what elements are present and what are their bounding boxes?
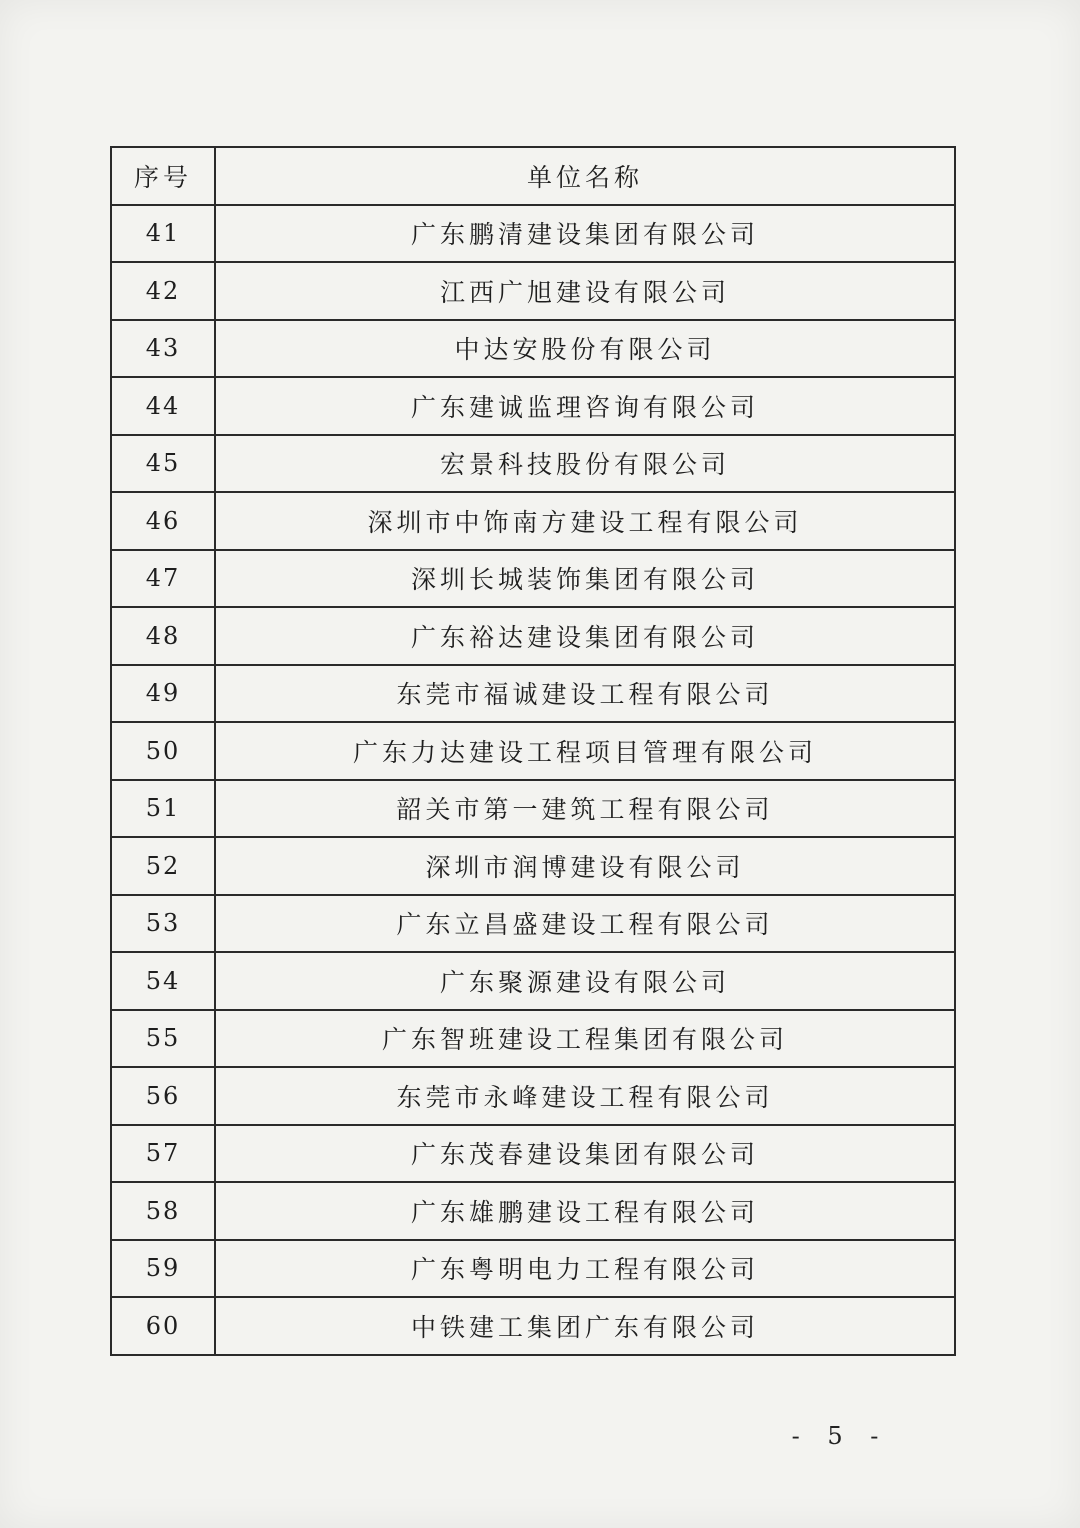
- table-row: [111, 1240, 955, 1298]
- company-name: 广东鹏清建设集团有限公司: [215, 205, 955, 263]
- company-name: 广东聚源建设有限公司: [215, 952, 955, 1010]
- table-row: [111, 1010, 955, 1068]
- table-row: [111, 492, 955, 550]
- company-name: 广东立昌盛建设工程有限公司: [215, 895, 955, 953]
- company-name: 江西广旭建设有限公司: [215, 262, 955, 320]
- company-name: 中铁建工集团广东有限公司: [215, 1297, 955, 1355]
- table-row: [111, 1067, 955, 1125]
- company-name: 广东雄鹏建设工程有限公司: [215, 1182, 955, 1240]
- row-number: 45: [111, 435, 215, 493]
- company-list-table: [110, 146, 956, 1356]
- row-number: 50: [111, 722, 215, 780]
- row-number: 42: [111, 262, 215, 320]
- row-number: 48: [111, 607, 215, 665]
- company-name: 广东智班建设工程集团有限公司: [215, 1010, 955, 1068]
- row-number: 60: [111, 1297, 215, 1355]
- table-row: [111, 1125, 955, 1183]
- row-number: 55: [111, 1010, 215, 1068]
- company-name: 广东茂春建设集团有限公司: [215, 1125, 955, 1183]
- row-number: 56: [111, 1067, 215, 1125]
- company-name: 东莞市永峰建设工程有限公司: [215, 1067, 955, 1125]
- table-row: [111, 952, 955, 1010]
- table-row: [111, 320, 955, 378]
- table-row: [111, 1182, 955, 1240]
- company-name: 深圳市中饰南方建设工程有限公司: [215, 492, 955, 550]
- column-header-number: 序号: [111, 147, 215, 205]
- table-row: [111, 780, 955, 838]
- company-name: 广东力达建设工程项目管理有限公司: [215, 722, 955, 780]
- row-number: 44: [111, 377, 215, 435]
- table-row: [111, 837, 955, 895]
- company-name: 深圳长城装饰集团有限公司: [215, 550, 955, 608]
- table-row: [111, 435, 955, 493]
- row-number: 49: [111, 665, 215, 723]
- row-number: 51: [111, 780, 215, 838]
- row-number: 41: [111, 205, 215, 263]
- column-header-company-name: 单位名称: [215, 147, 955, 205]
- row-number: 59: [111, 1240, 215, 1298]
- table-row: [111, 550, 955, 608]
- table-row: [111, 1297, 955, 1355]
- row-number: 57: [111, 1125, 215, 1183]
- table-row: [111, 377, 955, 435]
- company-name: 广东裕达建设集团有限公司: [215, 607, 955, 665]
- table-row: [111, 262, 955, 320]
- row-number: 53: [111, 895, 215, 953]
- company-name: 宏景科技股份有限公司: [215, 435, 955, 493]
- page-number: - 5 -: [791, 1422, 889, 1450]
- table-header-row: [111, 147, 955, 205]
- table-row: [111, 722, 955, 780]
- company-name: 广东建诚监理咨询有限公司: [215, 377, 955, 435]
- table-row: [111, 607, 955, 665]
- company-name: 深圳市润博建设有限公司: [215, 837, 955, 895]
- row-number: 47: [111, 550, 215, 608]
- table-body: [111, 205, 955, 1355]
- table-row: [111, 205, 955, 263]
- row-number: 58: [111, 1182, 215, 1240]
- company-name: 东莞市福诚建设工程有限公司: [215, 665, 955, 723]
- company-name: 广东粤明电力工程有限公司: [215, 1240, 955, 1298]
- row-number: 52: [111, 837, 215, 895]
- table-row: [111, 895, 955, 953]
- row-number: 46: [111, 492, 215, 550]
- table-row: [111, 665, 955, 723]
- company-name: 韶关市第一建筑工程有限公司: [215, 780, 955, 838]
- row-number: 54: [111, 952, 215, 1010]
- company-name: 中达安股份有限公司: [215, 320, 955, 378]
- row-number: 43: [111, 320, 215, 378]
